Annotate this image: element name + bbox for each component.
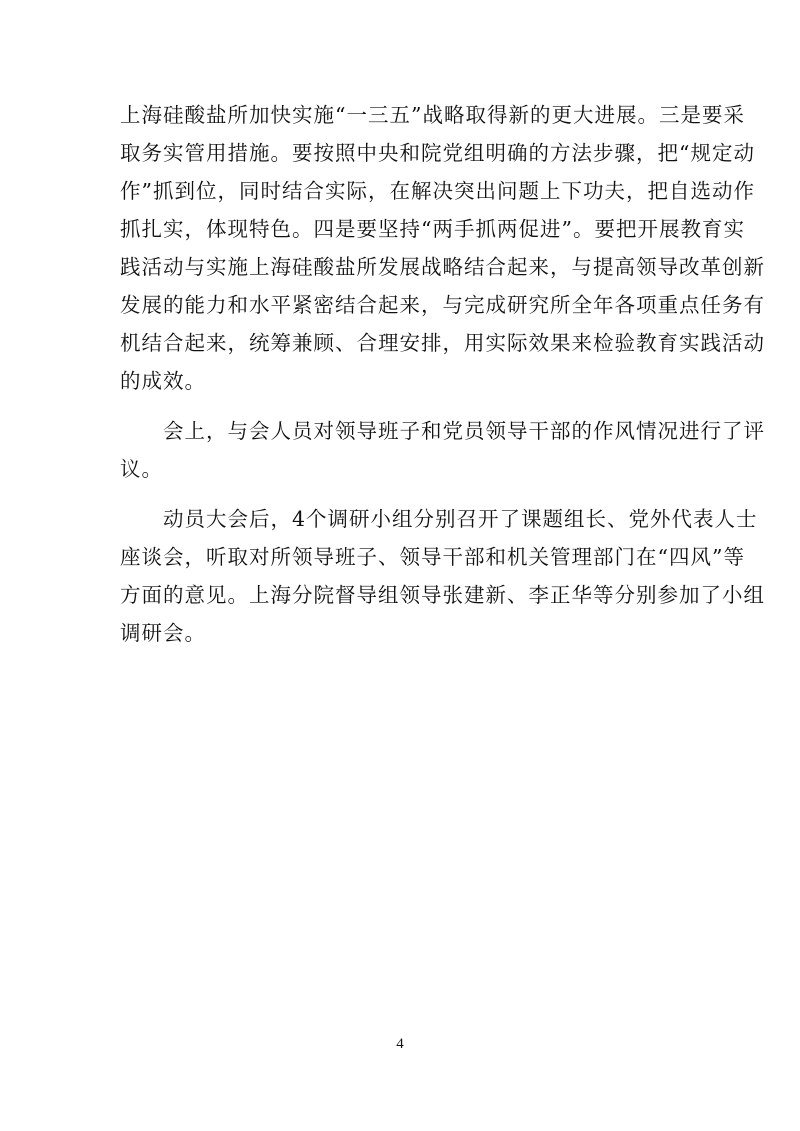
text-line: 座谈会，听取对所领导班子、领导干部和机关管理部门在“四风”等 (120, 545, 745, 569)
text-line: 会上，与会人员对领导班子和党员领导干部的作风情况进行了评 (120, 419, 765, 443)
text-line: 议。 (120, 457, 163, 481)
paragraph-1 (120, 96, 765, 400)
text-line: 抓扎实，体现特色。四是要坚持“两手抓两促进”。要把开展教育实 (120, 217, 745, 241)
paragraph-3 (120, 500, 765, 652)
text-line: 上海硅酸盐所加快实施“一三五”战略取得新的更大进展。三是要采 (120, 103, 745, 127)
text-line: 调研会。 (120, 621, 206, 645)
paragraph-2 (120, 412, 765, 488)
paragraph-spacer (120, 488, 686, 500)
text-line: 方面的意见。上海分院督导组领导张建新、李正华等分别参加了小组 (120, 583, 765, 607)
document-body (120, 96, 765, 652)
text-line: 发展的能力和水平紧密结合起来，与完成研究所全年各项重点任务有 (120, 293, 765, 317)
text-line: 践活动与实施上海硅酸盐所发展战略结合起来，与提高领导改革创新 (120, 255, 765, 279)
page-number: 4 (396, 1036, 404, 1052)
text-line: 动员大会后，4个调研小组分别召开了课题组长、党外代表人士 (120, 507, 758, 531)
text-line: 作”抓到位，同时结合实际，在解决突出问题上下功夫，把自选动作 (120, 179, 755, 203)
paragraph-spacer (120, 400, 686, 412)
text-line: 机结合起来，统筹兼顾、合理安排，用实际效果来检验教育实践活动 (120, 331, 765, 355)
text-line: 的成效。 (120, 369, 206, 393)
text-line: 取务实管用措施。要按照中央和院党组明确的方法步骤，把“规定动 (120, 141, 755, 165)
